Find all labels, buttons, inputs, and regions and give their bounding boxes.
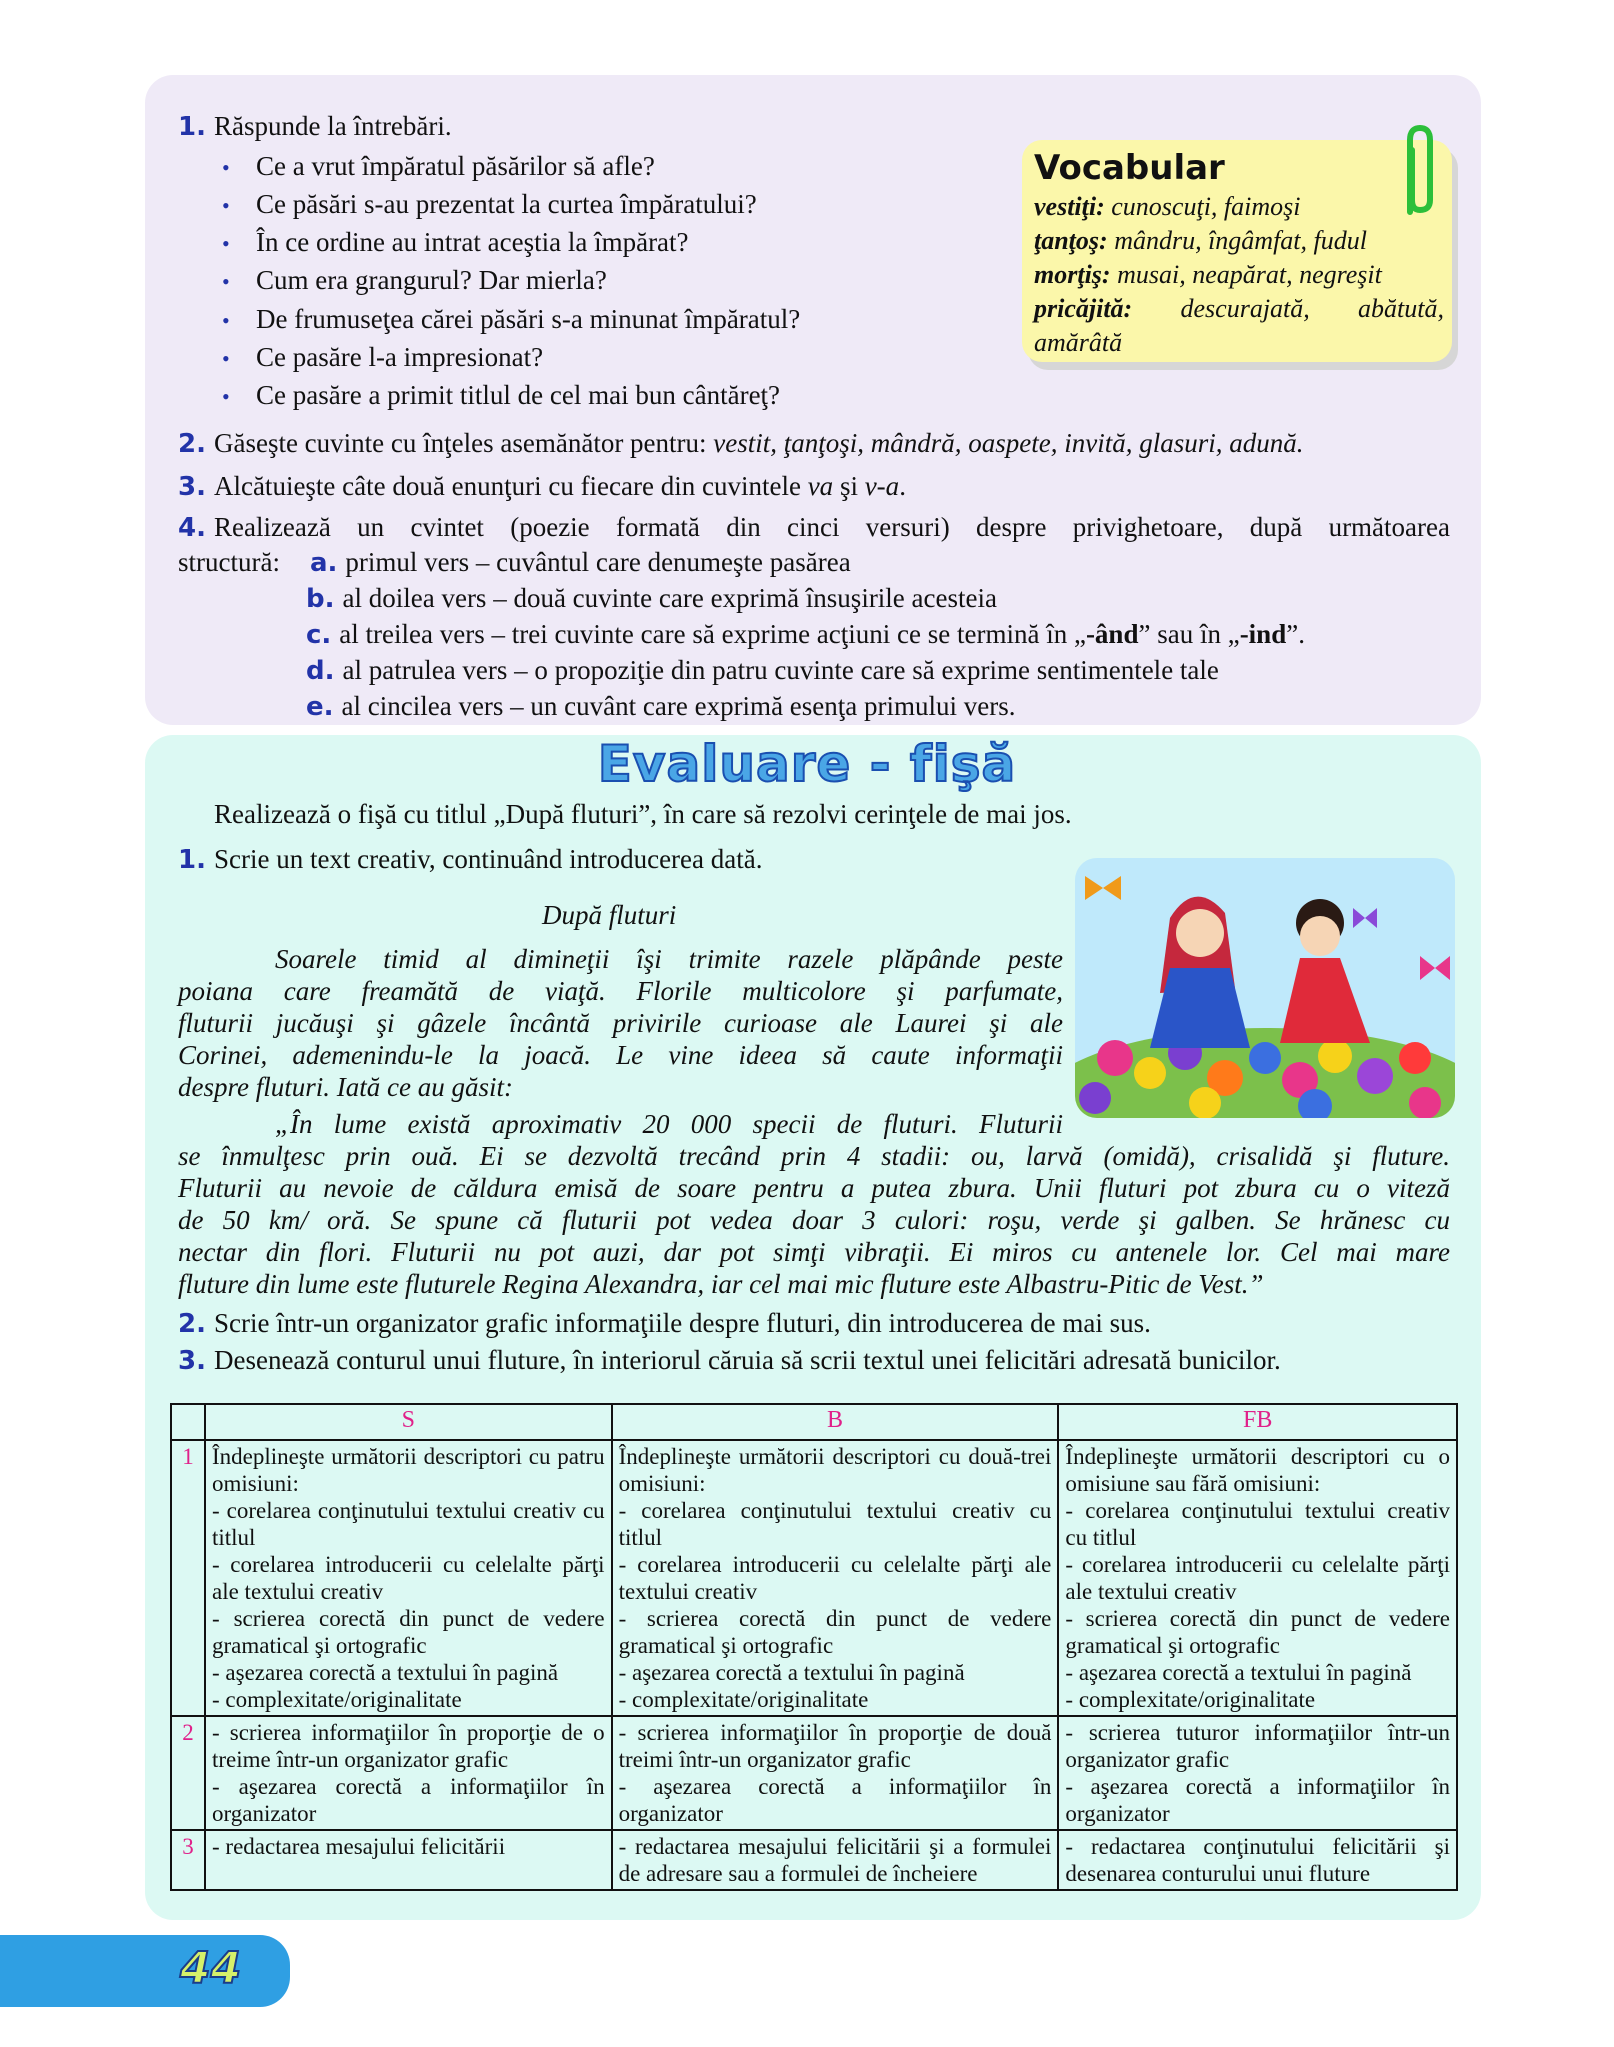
rubric-cell-s [205,1716,612,1830]
item-text: primul vers – cuvântul care denumeşte pasărea [345,547,851,577]
rubric-row-number: 3 [171,1830,205,1890]
rubric-cell-line: - aşezarea corectă a textului în pagină [1065,1660,1412,1685]
task-1-text: Scrie un text creativ, continuând introducerea dată. [213,844,763,874]
item-text: al cincilea vers – un cuvânt care exprimă esenţa primului vers. [341,691,1016,721]
vocabulary-definition: amărâtă [1034,328,1123,357]
task-1-number: 1. [178,845,206,875]
vocabulary-definition: mândru, îngâmfat, fudul [1107,226,1367,255]
page-number-tab [0,1935,290,2007]
question-2-number: 2. [178,429,206,459]
bullet-text: Ce pasăre a primit titlul de cel mai bun cântăreţ? [256,380,781,410]
item-letter: a. [310,548,338,578]
rubric-cell-fb [1058,1440,1457,1716]
question-4 [178,511,1450,544]
question-3-number: 3. [178,472,206,502]
rubric-cell-line: - redactarea mesajului felicitării şi a formulei de adresare sau a formulei de încheiere [618,1834,1052,1886]
evaluation-rubric-table [170,1403,1458,1891]
rubric-header-row [171,1404,1457,1440]
question-4-item [306,582,997,615]
bullet-dot-icon: • [222,384,230,409]
vocabulary-note [1022,140,1452,362]
item-letter: c. [306,620,332,650]
rubric-cell-line: - complexitate/originalitate [618,1687,869,1712]
item-text-mid: ” sau în „ [1138,619,1240,649]
item-text: al patrulea vers – o propoziţie din patru cuvinte care să exprime sentimentele tale [342,655,1219,685]
bullet-question [222,150,655,184]
item-letter: d. [306,656,335,686]
vocabulary-term: morţiş: [1034,260,1111,289]
bullet-question [222,226,689,260]
rubric-header-fb: FB [1058,1404,1457,1440]
evaluation-intro: Realizează o fişă cu titlul „După fluturi”, în care să rezolvi cerinţele de mai jos. [214,799,1072,829]
question-2 [178,427,1304,460]
bullet-question [222,379,780,413]
question-2-words: vestit, ţanţoşi, mândră, oaspete, invită, glasuri, adună. [713,428,1304,458]
task-2 [178,1307,1151,1340]
rubric-cell-b [612,1716,1059,1830]
rubric-cell-line: - scrierea tuturor informaţiilor într-un organizator grafic [1065,1720,1450,1772]
rubric-cell-line: Îndeplineşte următorii descriptori cu patru omisiuni: [212,1444,605,1496]
rubric-row-number: 2 [171,1716,205,1830]
vocabulary-entry [1034,294,1444,324]
item-letter: b. [306,584,335,614]
question-3-word-v-a: v-a [864,471,900,501]
vocabulary-term: vestiţi: [1034,192,1105,221]
story-line: „În lume există aproximativ 20 000 specii de fluturi. Fluturii [275,1109,1063,1139]
rubric-cell-line: - aşezarea corectă a textului în pagină [212,1660,559,1685]
evaluation-title: Evaluare - fişă [597,735,1017,793]
rubric-cell-fb [1058,1830,1457,1890]
story-line: nectar din flori. Fluturii nu pot auzi, dar pot simţi vibraţii. Ei miros cu antenele lor. Cel mai mare [178,1237,1450,1267]
bullet-dot-icon: • [222,269,230,294]
item-text: al doilea vers – două cuvinte care exprimă însuşirile acesteia [342,583,997,613]
rubric-cell-line: - scrierea corectă din punct de vedere gramatical şi ortografic [618,1606,1052,1658]
question-1-text: Răspunde la întrebări. [213,111,452,141]
question-3-end: . [899,471,906,501]
vocabulary-entry [1034,260,1474,290]
story-line: Corinei, ademenindu-le la joacă. Le vine ideea să caute informaţii [178,1040,1063,1070]
rubric-cell-line: - corelarea introducerii cu celelalte părţi ale textului creativ [1065,1552,1450,1604]
bullet-question [222,303,800,337]
question-4-item [306,690,1016,723]
rubric-cell-b [612,1830,1059,1890]
rubric-cell-line: - scrierea informaţiilor în proporţie de o treime într-un organizator grafic [212,1720,605,1772]
rubric-header-s: S [205,1404,612,1440]
bullet-text: Ce păsări s-au prezentat la curtea împăratului? [256,189,757,219]
rubric-cell-line: - redactarea mesajului felicitării [212,1834,506,1859]
task-3 [178,1344,1281,1377]
rubric-cell-line: - corelarea conţinutului textului creativ cu titlul [618,1498,1052,1550]
task-3-number: 3. [178,1346,206,1376]
bullet-text: De frumuseţea cărei păsări s-a minunat împăratul? [256,304,801,334]
question-4-lead: structură: [178,547,280,577]
question-4-number: 4. [178,513,206,543]
bullet-text: Ce a vrut împăratul păsărilor să afle? [256,151,655,181]
story-line: despre fluturi. Iată ce au găsit: [178,1072,513,1102]
question-4-item [306,654,1219,687]
item-suffix-and: -ând [1085,619,1139,649]
vocabulary-term: pricăjită: [1034,294,1133,323]
bullet-dot-icon: • [222,308,230,333]
task-2-number: 2. [178,1309,206,1339]
task-2-text: Scrie într-un organizator grafic informaţiile despre fluturi, din introducerea de mai sus. [213,1308,1151,1338]
girls-and-butterflies-illustration [1075,858,1455,1118]
story-line: poiana care freamătă de viaţă. Florile multicolore şi parfumate, [178,976,1063,1006]
rubric-cell-line: - corelarea conţinutului textului creativ cu titlul [212,1498,605,1550]
story-line: Soarele timid al dimineţii îşi trimite razele plăpânde peste [275,944,1063,974]
vocabulary-term: ţanţoş: [1034,226,1108,255]
vocabulary-definition: descurajată, abătută, [1132,294,1444,323]
rubric-cell-line: - scrierea informaţiilor în proporţie de două treimi într-un organizator grafic [618,1720,1052,1772]
question-4-text: Realizează un cvintet (poezie formată din cinci versuri) despre privighetoare, după următoarea [213,512,1450,542]
rubric-cell-line: - scrierea corectă din punct de vedere gramatical şi ortografic [212,1606,605,1658]
question-4-item [306,618,1305,651]
rubric-cell-line: - aşezarea corectă a informaţiilor în organizator [1065,1774,1450,1826]
rubric-header-b: B [612,1404,1059,1440]
rubric-cell-line: - aşezarea corectă a informaţiilor în organizator [618,1774,1052,1826]
rubric-header-blank [171,1404,205,1440]
rubric-cell-line: - aşezarea corectă a textului în pagină [618,1660,965,1685]
bullet-dot-icon: • [222,346,230,371]
rubric-cell-b [612,1440,1059,1716]
bullet-text: În ce ordine au intrat aceştia la împărat? [256,227,689,257]
story-line: fluturii jucăuşi şi gâzele încântă privirile curioase ale Laurei şi ale [178,1008,1063,1038]
bullet-dot-icon: • [222,231,230,256]
bullet-text: Cum era grangurul? Dar mierla? [256,265,607,295]
vocabulary-entry [1034,328,1474,358]
question-3-word-va: va [807,471,834,501]
bullet-question [222,188,757,222]
bullet-text: Ce pasăre l-a impresionat? [256,342,544,372]
vocabulary-entry [1034,226,1474,256]
rubric-cell-line: - scrierea corectă din punct de vedere gramatical şi ortografic [1065,1606,1450,1658]
item-suffix-ind: -ind [1239,619,1287,649]
bullet-dot-icon: • [222,155,230,180]
item-text-end: ”. [1286,619,1305,649]
story-line: de 50 km/ oră. Se spune că fluturii pot vedea doar 3 culori: roşu, verde şi galben. Se hrănesc cu [178,1205,1450,1235]
rubric-row-number: 1 [171,1440,205,1716]
question-2-text: Găseşte cuvinte cu înţeles asemănător pentru: [213,428,714,458]
question-4-item [310,546,851,579]
rubric-cell-line: - complexitate/originalitate [212,1687,462,1712]
rubric-cell-s [205,1440,612,1716]
question-3-and: şi [833,471,865,501]
story-line: Fluturii au nevoie de căldura emisă de soare pentru a putea zbura. Unii fluturi pot zbura cu o viteză [178,1173,1450,1203]
task-3-text: Desenează conturul unui fluture, în interiorul căruia să scrii textul unei felicitări adresată bunicilor. [213,1345,1281,1375]
rubric-row [171,1830,1457,1890]
story-title: După fluturi [542,900,677,930]
bullet-dot-icon: • [222,193,230,218]
question-1-number: 1. [178,112,206,142]
vocabulary-definition: cunoscuţi, faimoşi [1104,192,1301,221]
item-text: al treilea vers – trei cuvinte care să exprime acţiuni ce se termină în „ [339,619,1086,649]
rubric-cell-fb [1058,1716,1457,1830]
rubric-cell-line: - corelarea introducerii cu celelalte părţi ale textului creativ [618,1552,1052,1604]
rubric-cell-line: - aşezarea corectă a informaţiilor în organizator [212,1774,605,1826]
rubric-cell-line: Îndeplineşte următorii descriptori cu o omisiune sau fără omisiuni: [1065,1444,1450,1496]
rubric-cell-line: - redactarea conţinutului felicitării şi desenarea conturului unui fluture [1065,1834,1450,1886]
bullet-question [222,264,607,298]
page-number: 44 [180,1943,242,1994]
rubric-cell-line: - complexitate/originalitate [1065,1687,1316,1712]
story-line: fluture din lume este fluturele Regina Alexandra, iar cel mai mic fluture este Albastru-Pitic de Vest.” [178,1269,1264,1299]
rubric-row [171,1716,1457,1830]
question-3-text: Alcătuieşte câte două enunţuri cu fiecare din cuvintele [213,471,808,501]
question-3 [178,470,906,503]
vocabulary-definition: musai, neapărat, negreşit [1110,260,1382,289]
rubric-cell-s [205,1830,612,1890]
vocabulary-title: Vocabular [1034,148,1225,188]
paperclip-icon [1392,122,1444,218]
task-1 [178,843,763,876]
rubric-cell-line: - corelarea conţinutului textului creativ cu titlul [1065,1498,1450,1550]
rubric-row [171,1440,1457,1716]
question-1 [178,110,452,143]
bullet-question [222,341,543,375]
story-line: se înmulţesc prin ouă. Ei se dezvoltă trecând prin 4 stadii: ou, larvă (omidă), crisalidă şi fluture. [178,1141,1450,1171]
rubric-cell-line: - corelarea introducerii cu celelalte părţi ale textului creativ [212,1552,605,1604]
rubric-cell-line: Îndeplineşte următorii descriptori cu două-trei omisiuni: [618,1444,1052,1496]
item-letter: e. [306,692,334,722]
